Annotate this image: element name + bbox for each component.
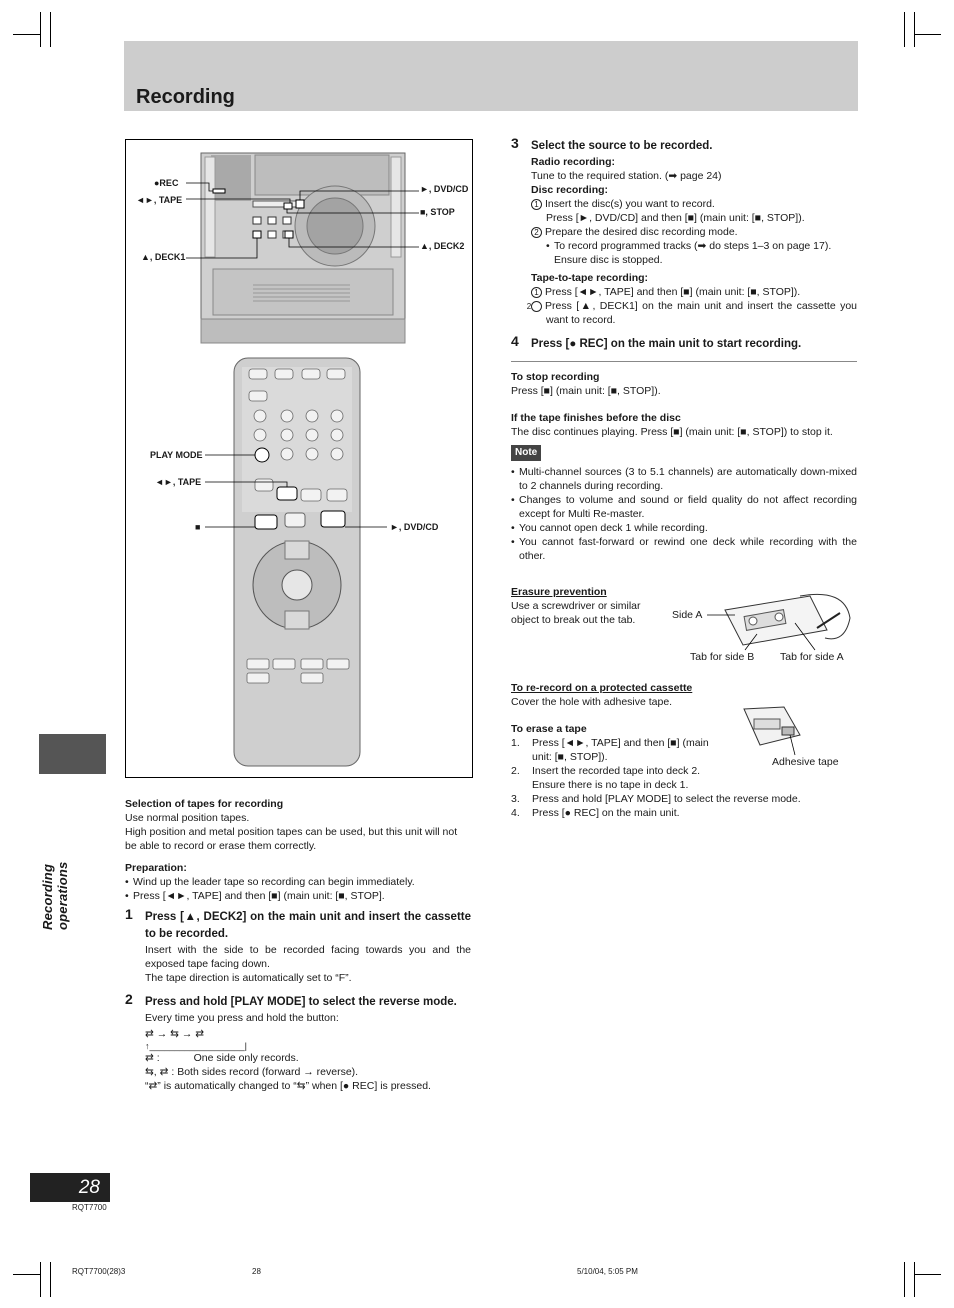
label-remote-tape: ◄►, TAPE	[155, 477, 202, 487]
note-item: • Multi-channel sources (3 to 5.1 channels) are automatically down-mixed to 2 channels during recording.	[511, 465, 857, 493]
step-body: The tape direction is automatically set to “F”.	[145, 972, 352, 984]
section-label: Recording operations	[40, 861, 70, 930]
erase-step-text: Press [● REC] on the main unit.	[532, 807, 680, 819]
footer-right: 5/10/04, 5:05 PM	[577, 1267, 638, 1276]
erase-block	[511, 722, 857, 820]
step-1	[125, 906, 471, 985]
label-stop: ■, STOP	[420, 207, 455, 217]
disc-item-2: 2 Prepare the desired disc recording mode.	[531, 225, 857, 239]
disc-item-1: 1 Insert the disc(s) you want to record.	[531, 197, 857, 211]
right-column	[511, 135, 857, 563]
note-item: • Changes to volume and sound or field quality do not affect recording except for Multi Re-master.	[511, 493, 857, 521]
crop-mark	[40, 1262, 41, 1297]
rerecord-block	[511, 681, 731, 709]
left-column	[125, 797, 471, 1093]
crop-mark	[904, 12, 905, 47]
cassette-tab-illustration	[705, 588, 855, 652]
tab-a-label: Tab for side A	[780, 651, 844, 663]
step-title: Press [● REC] on the main unit to start recording.	[531, 338, 802, 350]
step-title: Press and hold [PLAY MODE] to select the reverse mode.	[145, 996, 457, 1008]
step-number: 3	[511, 135, 519, 151]
mode-sequence: ⇄ → ⇆ → ⇄	[145, 1028, 205, 1040]
erase-step: 4. Press [● REC] on the main unit.	[511, 807, 680, 819]
note-item: • You cannot fast-forward or rewind one deck while recording with the other.	[511, 535, 857, 563]
mode-text: One side only records.	[193, 1052, 299, 1064]
step-2	[125, 991, 471, 1093]
selection-text-1: Use normal position tapes.	[125, 812, 250, 824]
label-deck1: ▲, DECK1	[141, 252, 186, 262]
step-4	[511, 333, 857, 362]
disc-bullet: • To record programmed tracks (➡ do steps 1–3 on page 17). Ensure disc is stopped.	[546, 239, 857, 267]
erase-step-text: Insert the recorded tape into deck 2. Ensure there is no tape in deck 1.	[532, 765, 701, 791]
step-number: 1	[125, 906, 133, 922]
disc-text: Press [►, DVD/CD] and then [■] (main unit: [■, STOP]).	[546, 212, 805, 224]
label-remote-dvd: ►, DVD/CD	[390, 522, 439, 532]
crop-mark	[904, 1262, 905, 1297]
disc-text: Insert the disc(s) you want to record.	[545, 198, 715, 210]
tab-b-label: Tab for side B	[690, 651, 755, 663]
mode-icon: ⇄ :	[145, 1052, 160, 1064]
finish-text: The disc continues playing. Press [■] (main unit: [■, STOP]) to stop it.	[511, 426, 833, 438]
crop-mark	[914, 12, 915, 47]
radio-text: Tune to the required station. (➡ page 24)	[531, 170, 722, 182]
label-dvd: ►, DVD/CD	[420, 184, 469, 194]
adhesive-tape-label: Adhesive tape	[772, 756, 839, 768]
t2t-heading: Tape-to-tape recording:	[531, 272, 649, 284]
preparation-heading: Preparation:	[125, 862, 187, 874]
label-remote-stop: ■	[195, 522, 201, 532]
erase-step: 3. Press and hold [PLAY MODE] to select the reverse mode.	[511, 793, 801, 805]
crop-mark	[50, 12, 51, 47]
radio-heading: Radio recording:	[531, 156, 616, 168]
mode-text: : Both sides record (forward → reverse).	[171, 1066, 359, 1078]
t2t-text: Press [◄►, TAPE] and then [■] (main unit: [■, STOP]).	[545, 286, 801, 298]
t2t-item-2: 2 Press [▲, DECK1] on the main unit and insert the cassette you want to record.	[526, 300, 857, 326]
selection-text-2: High position and metal position tapes can be used, but this unit will not be able to record or erase them correctly.	[125, 826, 458, 852]
label-deck2: ▲, DECK2	[420, 241, 465, 251]
step-number: 2	[125, 991, 133, 1007]
erasure-block	[511, 585, 661, 627]
page-title: Recording	[136, 86, 235, 108]
crop-mark	[914, 1274, 941, 1275]
erase-step-text: Press and hold [PLAY MODE] to select the reverse mode.	[532, 793, 801, 805]
t2t-item-1: 1 Press [◄►, TAPE] and then [■] (main unit: [■, STOP]).	[531, 285, 857, 299]
crop-mark	[40, 12, 41, 47]
finish-heading: If the tape finishes before the disc	[511, 412, 681, 424]
label-rec: ●REC	[154, 178, 179, 188]
erase-step-text: Press [◄►, TAPE] and then [■] (main unit: [■, STOP]).	[532, 737, 709, 763]
footer-center: 28	[252, 1267, 261, 1276]
crop-mark	[13, 34, 40, 35]
mode-item	[145, 1051, 471, 1065]
step-3	[511, 135, 857, 327]
erase-step: 1. Press [◄►, TAPE] and then [■] (main unit: [■, STOP]).	[511, 737, 709, 763]
side-a-label: Side A	[672, 609, 703, 621]
mode-item	[145, 1065, 471, 1079]
stop-text: Press [■] (main unit: [■, STOP]).	[511, 385, 661, 397]
step-title: Select the source to be recorded.	[531, 140, 713, 152]
erasure-heading: Erasure prevention	[511, 586, 607, 598]
step-number: 4	[511, 333, 519, 349]
label-play-mode: PLAY MODE	[150, 450, 203, 460]
step-title: Press [▲, DECK2] on the main unit and insert the cassette to be recorded.	[145, 911, 471, 940]
rerecord-heading: To re-record on a protected cassette	[511, 682, 693, 694]
t2t-text: Press [▲, DECK1] on the main unit and insert the cassette you want to record.	[545, 300, 857, 326]
page-number: 28	[30, 1173, 110, 1202]
step-body: Insert with the side to be recorded facing towards you and the exposed tape facing down.	[145, 944, 471, 970]
rerecord-text: Cover the hole with adhesive tape.	[511, 696, 673, 708]
footer-left: RQT7700(28)3	[72, 1267, 126, 1276]
crop-mark	[13, 1274, 40, 1275]
doc-code: RQT7700	[72, 1203, 107, 1212]
disc-heading: Disc recording:	[531, 184, 609, 196]
label-tape: ◄►, TAPE	[136, 195, 183, 205]
crop-mark	[914, 34, 941, 35]
note-item: • You cannot open deck 1 while recording.	[511, 521, 857, 535]
note-badge: Note	[511, 445, 541, 461]
erase-heading: To erase a tape	[511, 723, 587, 735]
preparation-item: • Wind up the leader tape so recording can begin immediately.	[125, 875, 471, 889]
return-arrow-icon: ↑___________________|	[145, 1041, 247, 1051]
step-body: Every time you press and hold the button:	[145, 1012, 339, 1024]
erasure-text: Use a screwdriver or similar object to break out the tab.	[511, 600, 641, 626]
preparation-item: • Press [◄►, TAPE] and then [■] (main unit: [■, STOP].	[125, 889, 471, 903]
disc-text: Prepare the desired disc recording mode.	[545, 226, 738, 238]
erase-step: 2. Insert the recorded tape into deck 2. Ensure there is no tape in deck 1.	[511, 765, 701, 791]
stop-heading: To stop recording	[511, 371, 600, 383]
crop-mark	[914, 1262, 915, 1297]
mode-note: “⇄” is automatically changed to “⇆” when [● REC] is pressed.	[145, 1080, 431, 1092]
section-tab	[39, 734, 106, 774]
crop-mark	[50, 1262, 51, 1297]
selection-heading: Selection of tapes for recording	[125, 798, 284, 810]
mode-icon: ⇆, ⇄	[145, 1066, 169, 1078]
